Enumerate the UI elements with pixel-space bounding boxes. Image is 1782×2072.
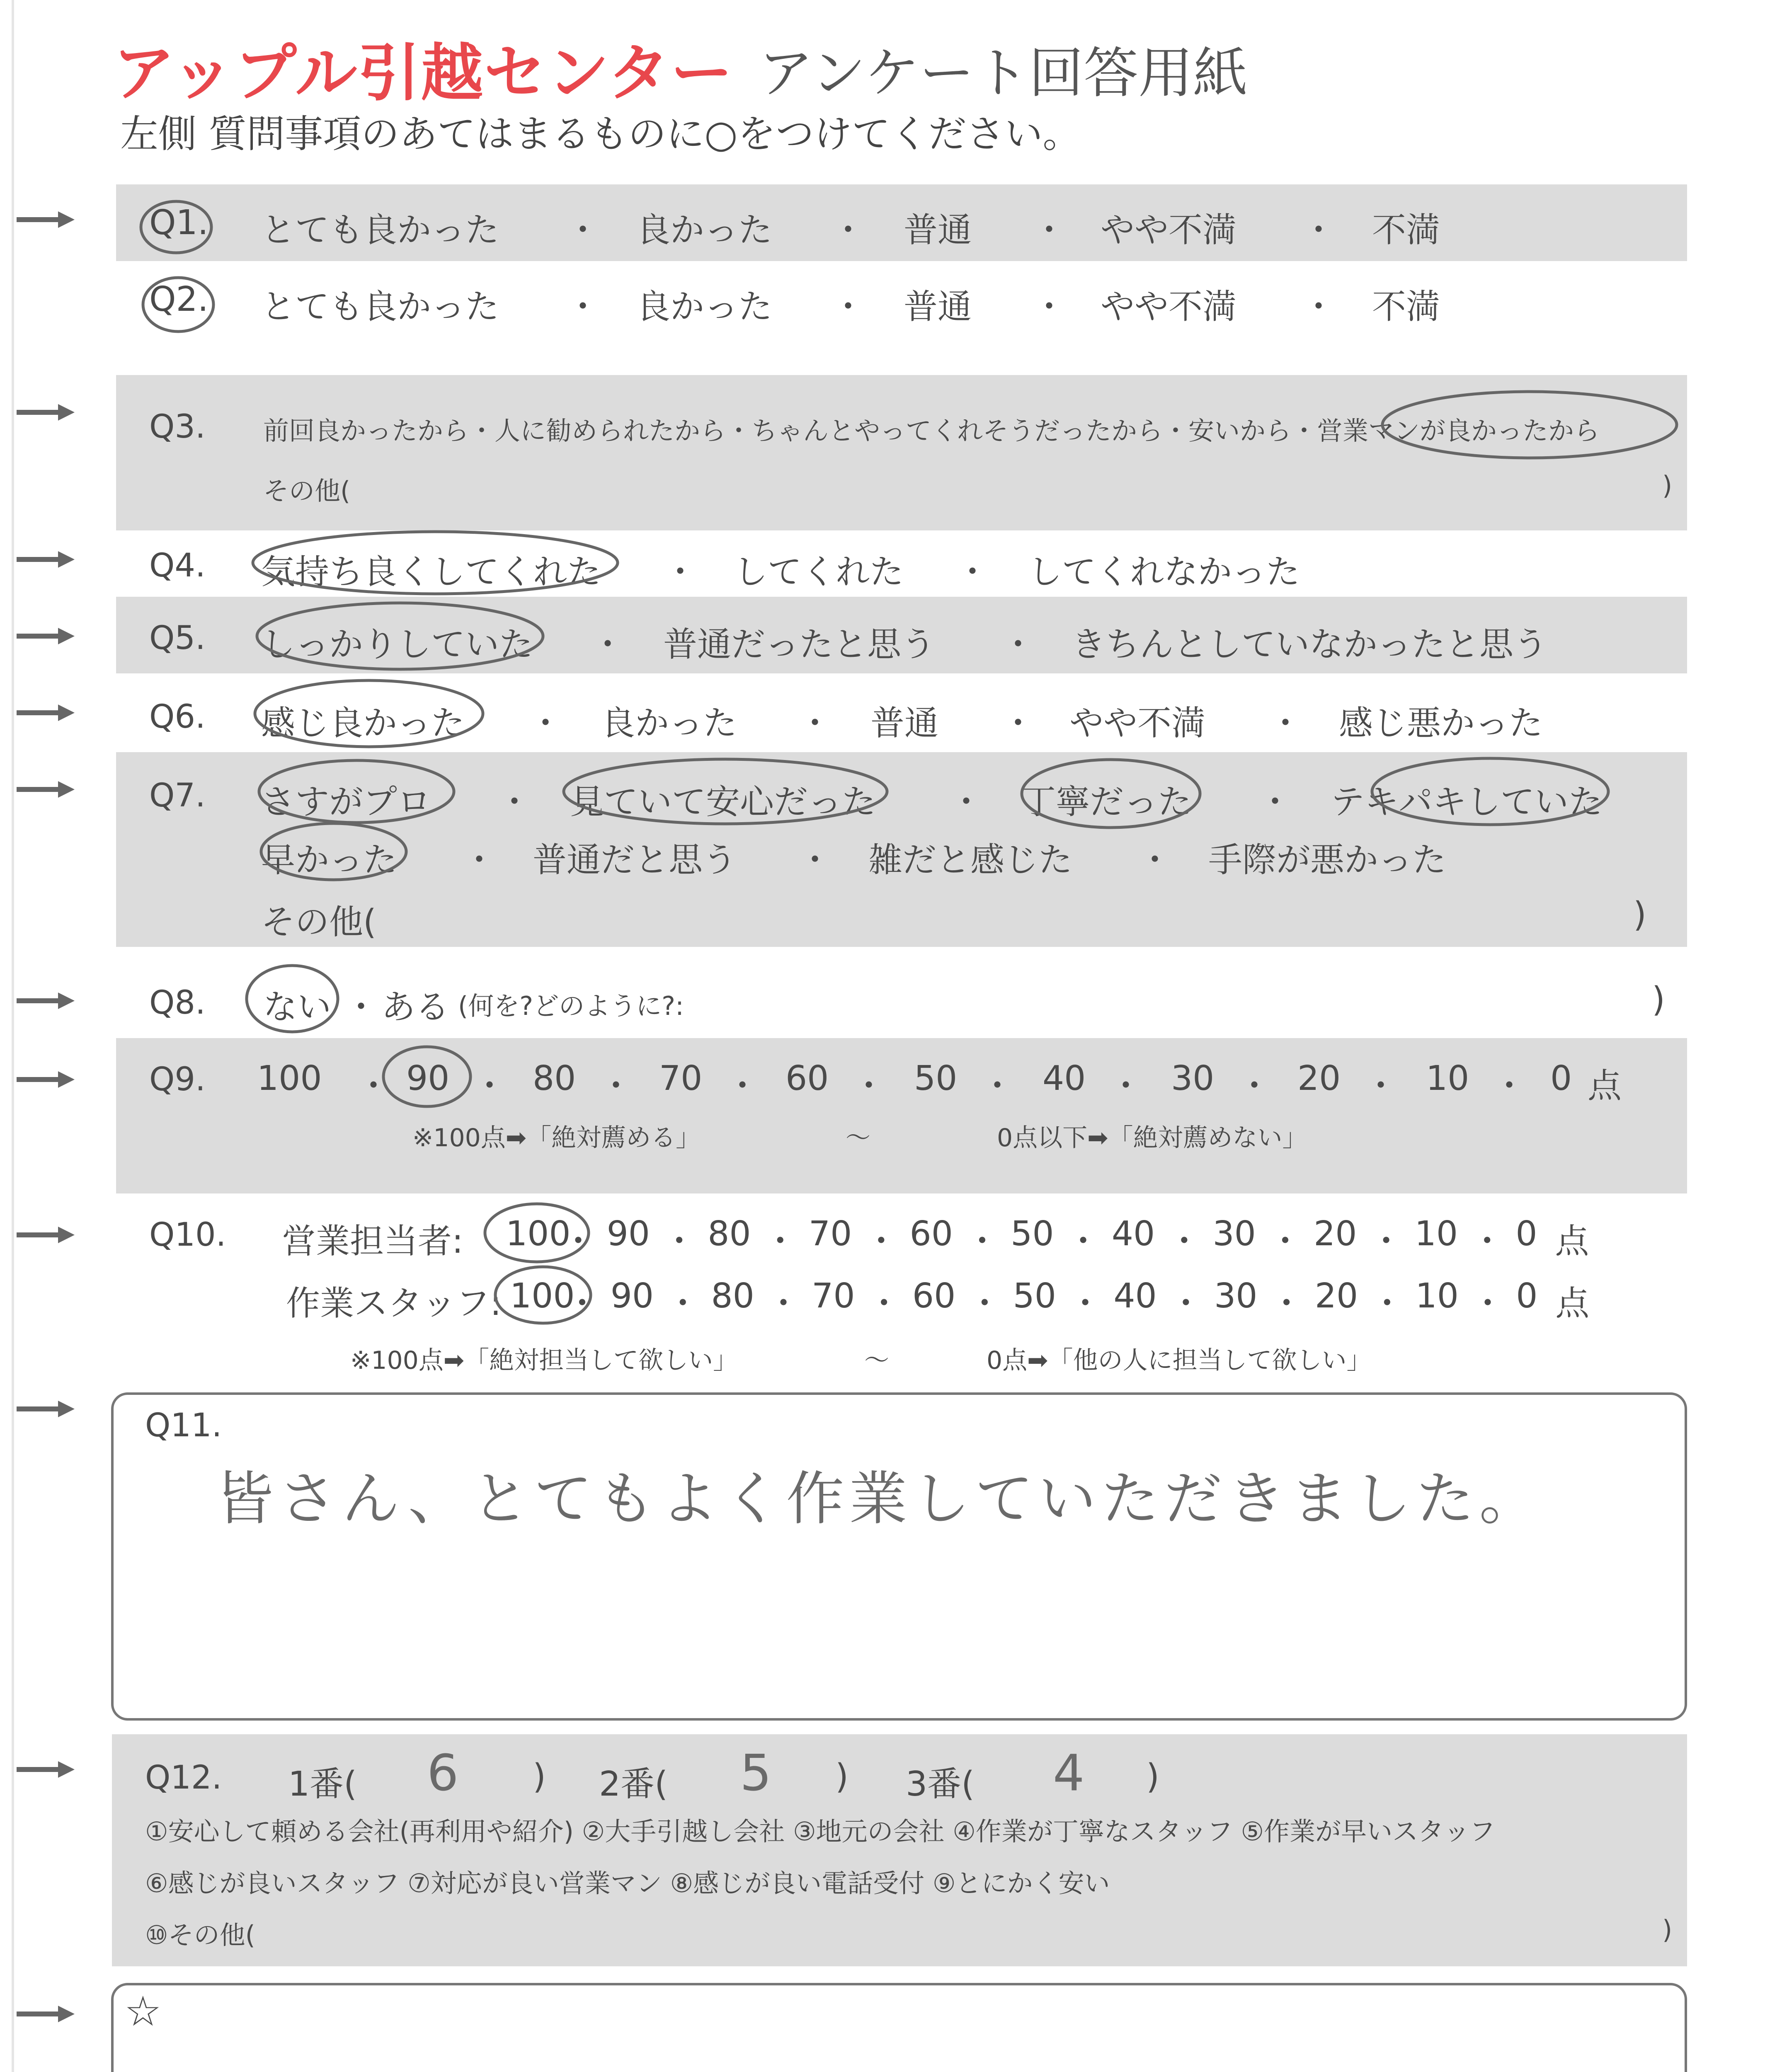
form-title: アンケート回答用紙 — [759, 41, 1248, 105]
q10-tilde: 〜 — [864, 1346, 889, 1375]
q8-hint[interactable]: (何を?どのように?: — [458, 991, 684, 1021]
separator: ・ — [1032, 287, 1067, 327]
instructions: 左側 質問事項のあてはまるものに○をつけてください。 — [120, 112, 1081, 156]
q10-unit: 点 — [1555, 1222, 1589, 1261]
q10-score[interactable]: 90 — [606, 1214, 650, 1254]
separator: ・ — [798, 704, 832, 743]
q7-option[interactable]: 丁寧だった — [1022, 782, 1192, 822]
circle-mark-q7-e — [261, 823, 406, 880]
q10-score[interactable]: 60 — [912, 1276, 956, 1316]
q9-score[interactable]: 60 — [786, 1059, 829, 1098]
q6-option[interactable]: 感じ良かった — [261, 704, 466, 743]
separator: ・ — [766, 1284, 800, 1323]
separator: ・ — [831, 211, 866, 250]
separator: ・ — [565, 1284, 599, 1323]
q9-note-right: 0点以下➡「絶対薦めない」 — [997, 1123, 1307, 1152]
q7-option[interactable]: 早かった — [261, 840, 398, 880]
circle-mark-q7-d — [1372, 758, 1608, 825]
q4-option[interactable]: してくれなかった — [1028, 552, 1300, 592]
separator: ・ — [1370, 1284, 1404, 1323]
q1-option[interactable]: 不満 — [1372, 211, 1440, 250]
separator: ・ — [980, 1066, 1015, 1106]
q1-option[interactable]: やや不満 — [1101, 211, 1237, 250]
q9-score[interactable]: 100 — [257, 1059, 322, 1098]
q12-other-close: ) — [1662, 1915, 1673, 1945]
separator: ・ — [344, 988, 378, 1027]
separator: ・ — [1237, 1066, 1272, 1106]
q12-choices-line2: ⑥感じが良いスタッフ ⑦対応が良い営業マン ⑧感じが良い電話受付 ⑨とにかく安い — [145, 1868, 1110, 1898]
separator: ・ — [864, 1222, 898, 1261]
separator: ・ — [1471, 1284, 1505, 1323]
circle-mark-q7-a — [259, 760, 454, 823]
q9-unit: 点 — [1588, 1066, 1622, 1106]
star-icon: ☆ — [124, 1987, 162, 2036]
q7-option[interactable]: テキパキしていた — [1331, 782, 1603, 822]
separator: ・ — [1066, 1222, 1101, 1261]
q6-number: Q6. — [149, 698, 206, 736]
q9-score[interactable]: 30 — [1171, 1059, 1215, 1098]
separator: ・ — [967, 1284, 1002, 1323]
separator: ・ — [356, 1066, 391, 1106]
separator: ・ — [955, 552, 990, 592]
q9-score[interactable]: 50 — [914, 1059, 958, 1098]
q12-rank2-value[interactable]: 5 — [740, 1745, 772, 1802]
q4-option[interactable]: してくれた — [734, 552, 904, 592]
q8-number: Q8. — [149, 984, 206, 1021]
q7-option[interactable]: 雑だと感じた — [868, 840, 1073, 880]
q1-number[interactable]: Q1. — [149, 203, 209, 242]
separator: ・ — [663, 552, 698, 592]
q10-note-left: ※100点➡「絶対担当して欲しい」 — [350, 1346, 738, 1375]
separator: ・ — [965, 1222, 999, 1261]
q10-score[interactable]: 60 — [909, 1214, 953, 1254]
q5-number: Q5. — [149, 620, 206, 657]
q9-number: Q9. — [149, 1061, 206, 1098]
separator: ・ — [566, 211, 600, 250]
q2-option[interactable]: とても良かった — [261, 287, 499, 327]
q9-tilde: 〜 — [846, 1123, 870, 1152]
separator: ・ — [1492, 1066, 1527, 1106]
separator: ・ — [566, 287, 600, 327]
q9-score[interactable]: 20 — [1297, 1059, 1341, 1098]
q12-close: ) — [533, 1757, 546, 1796]
q10-score[interactable]: 50 — [1011, 1214, 1054, 1254]
q2-option[interactable]: 不満 — [1372, 287, 1440, 327]
q10-score[interactable]: 20 — [1314, 1276, 1358, 1316]
separator: ・ — [1001, 704, 1035, 743]
q3-number: Q3. — [149, 408, 206, 445]
separator: ・ — [1109, 1066, 1143, 1106]
q10-score[interactable]: 70 — [812, 1276, 855, 1316]
separator: ・ — [666, 1284, 700, 1323]
q9-score[interactable]: 80 — [533, 1059, 576, 1098]
q5-option[interactable]: 普通だったと思う — [663, 625, 936, 664]
q7-number: Q7. — [149, 777, 206, 814]
q10-score[interactable]: 80 — [708, 1214, 751, 1254]
circle-mark-q10-sales — [485, 1204, 589, 1262]
separator: ・ — [1364, 1066, 1398, 1106]
q7-other[interactable]: その他( — [261, 903, 376, 942]
circle-mark-q6 — [255, 680, 483, 747]
separator: ・ — [867, 1284, 901, 1323]
q2-option[interactable]: 良かった — [636, 287, 773, 327]
q10-score[interactable]: 0 — [1515, 1214, 1537, 1254]
q10-score[interactable]: 0 — [1516, 1276, 1538, 1316]
separator: ・ — [1138, 840, 1172, 880]
q9-score[interactable]: 90 — [406, 1059, 450, 1098]
q12-choices-line1: ①安心して頼める会社(再利用や紹介) ②大手引越し会社 ③地元の会社 ④作業が丁寧なスタッフ ⑤作業が早いスタッフ — [145, 1816, 1496, 1847]
separator: ・ — [1258, 782, 1292, 822]
q12-close: ) — [835, 1757, 849, 1796]
separator: ・ — [725, 1066, 760, 1106]
separator: ・ — [1167, 1222, 1201, 1261]
q5-option[interactable]: きちんとしていなかったと思う — [1072, 625, 1548, 664]
q3-options[interactable]: 前回良かったから・人に勧められたから・ちゃんとやってくれそうだったから・安いから・営業マンが良かったから — [263, 416, 1600, 446]
q12-choices-other[interactable]: ⑩その他( — [145, 1920, 255, 1950]
separator: ・ — [1068, 1284, 1103, 1323]
separator: ・ — [852, 1066, 886, 1106]
q4-number: Q4. — [149, 547, 206, 584]
circle-mark-q3 — [1382, 392, 1677, 458]
q7-option[interactable]: 手際が悪かった — [1208, 840, 1447, 880]
separator: ・ — [561, 1222, 596, 1261]
q2-number[interactable]: Q2. — [149, 280, 209, 319]
q2-option[interactable]: やや不満 — [1101, 287, 1237, 327]
q10-score[interactable]: 40 — [1111, 1214, 1155, 1254]
q12-rank1-value[interactable]: 6 — [427, 1745, 459, 1802]
q7-option[interactable]: 見ていて安心だった — [570, 782, 876, 822]
q10-score[interactable]: 70 — [808, 1214, 852, 1254]
q10-staff-label: 作業スタッフ: — [286, 1284, 502, 1323]
separator: ・ — [798, 840, 832, 880]
q10-score[interactable]: 100 — [506, 1214, 571, 1254]
separator: ・ — [763, 1222, 798, 1261]
separator: ・ — [462, 840, 497, 880]
q12-rank2-label: 2番( — [599, 1765, 668, 1804]
q6-option[interactable]: 感じ悪かった — [1339, 704, 1543, 743]
separator: ・ — [1302, 211, 1336, 250]
q10-score[interactable]: 10 — [1414, 1214, 1458, 1254]
q6-option[interactable]: 良かった — [601, 704, 737, 743]
q6-option[interactable]: 普通 — [870, 704, 939, 743]
separator: ・ — [1268, 704, 1303, 743]
circle-mark-q9 — [383, 1047, 470, 1106]
q7-other-close: ) — [1633, 895, 1646, 934]
circle-mark-q7-c — [1022, 760, 1200, 828]
separator: ・ — [591, 625, 625, 664]
q10-sales-label: 営業担当者: — [282, 1222, 463, 1261]
circle-mark-q1 — [141, 201, 211, 253]
q10-score[interactable]: 90 — [610, 1276, 654, 1316]
separator: ・ — [1001, 625, 1035, 664]
q11-answer[interactable]: 皆さん、とてもよく作業していただきました。 — [216, 1465, 1542, 1533]
separator: ・ — [529, 704, 563, 743]
q12-close: ) — [1146, 1757, 1159, 1796]
q3-other-close: ) — [1662, 470, 1673, 501]
q9-score[interactable]: 70 — [659, 1059, 703, 1098]
circle-mark-q4 — [253, 532, 618, 594]
q11-number: Q11. — [145, 1407, 222, 1444]
separator: ・ — [1268, 1222, 1302, 1261]
q10-score[interactable]: 30 — [1214, 1276, 1258, 1316]
q10-score[interactable]: 100 — [510, 1276, 575, 1316]
separator: ・ — [473, 1066, 507, 1106]
q1-option[interactable]: 良かった — [636, 211, 773, 250]
separator: ・ — [1269, 1284, 1304, 1323]
separator: ・ — [1169, 1284, 1203, 1323]
q2-option[interactable]: 普通 — [904, 287, 972, 327]
q6-option[interactable]: やや不満 — [1069, 704, 1206, 743]
q10-score[interactable]: 20 — [1314, 1214, 1357, 1254]
q1-option[interactable]: とても良かった — [261, 211, 499, 250]
q7-option[interactable]: さすがプロ — [261, 782, 432, 822]
q12-rank3-value[interactable]: 4 — [1053, 1745, 1085, 1802]
circle-mark-q8 — [247, 966, 338, 1032]
separator: ・ — [662, 1222, 696, 1261]
separator: ・ — [949, 782, 984, 822]
circle-mark-q5 — [257, 603, 543, 669]
q8-option-some[interactable]: ある — [381, 988, 450, 1027]
q8-option-none[interactable]: ない — [263, 988, 332, 1027]
circle-mark-q7-b — [564, 759, 887, 824]
q10-number: Q10. — [149, 1216, 226, 1254]
q10-score[interactable]: 80 — [711, 1276, 754, 1316]
separator: ・ — [1032, 211, 1067, 250]
q10-score[interactable]: 30 — [1212, 1214, 1256, 1254]
q10-score[interactable]: 10 — [1415, 1276, 1459, 1316]
separator: ・ — [1470, 1222, 1504, 1261]
q12-number: Q12. — [145, 1759, 222, 1796]
circle-mark-q2 — [143, 278, 213, 332]
q12-rank3-label: 3番( — [906, 1765, 975, 1804]
q10-score[interactable]: 40 — [1113, 1276, 1157, 1316]
q9-score[interactable]: 0 — [1550, 1059, 1572, 1098]
q7-option[interactable]: 普通だと思う — [533, 840, 737, 880]
circle-mark-q10-staff — [495, 1267, 591, 1323]
q12-rank1-label: 1番( — [288, 1765, 357, 1804]
separator: ・ — [599, 1066, 633, 1106]
q1-option[interactable]: 普通 — [904, 211, 972, 250]
separator: ・ — [1302, 287, 1336, 327]
q10-unit: 点 — [1555, 1284, 1590, 1323]
q5-option[interactable]: しっかりしていた — [261, 625, 533, 664]
q8-close: ) — [1652, 980, 1665, 1019]
q3-other[interactable]: その他( — [263, 476, 351, 506]
brand-title: アップル引越センター — [113, 37, 734, 109]
q9-score[interactable]: 40 — [1043, 1059, 1086, 1098]
separator: ・ — [1369, 1222, 1404, 1261]
q10-note-right: 0点➡「他の人に担当して欲しい」 — [987, 1346, 1372, 1375]
separator: ・ — [497, 782, 532, 822]
separator: ・ — [831, 287, 866, 327]
q10-score[interactable]: 50 — [1013, 1276, 1056, 1316]
q4-option[interactable]: 気持ち良くしてくれた — [261, 552, 601, 592]
q9-score[interactable]: 10 — [1426, 1059, 1469, 1098]
q9-note-left: ※100点➡「絶対薦める」 — [412, 1123, 701, 1152]
